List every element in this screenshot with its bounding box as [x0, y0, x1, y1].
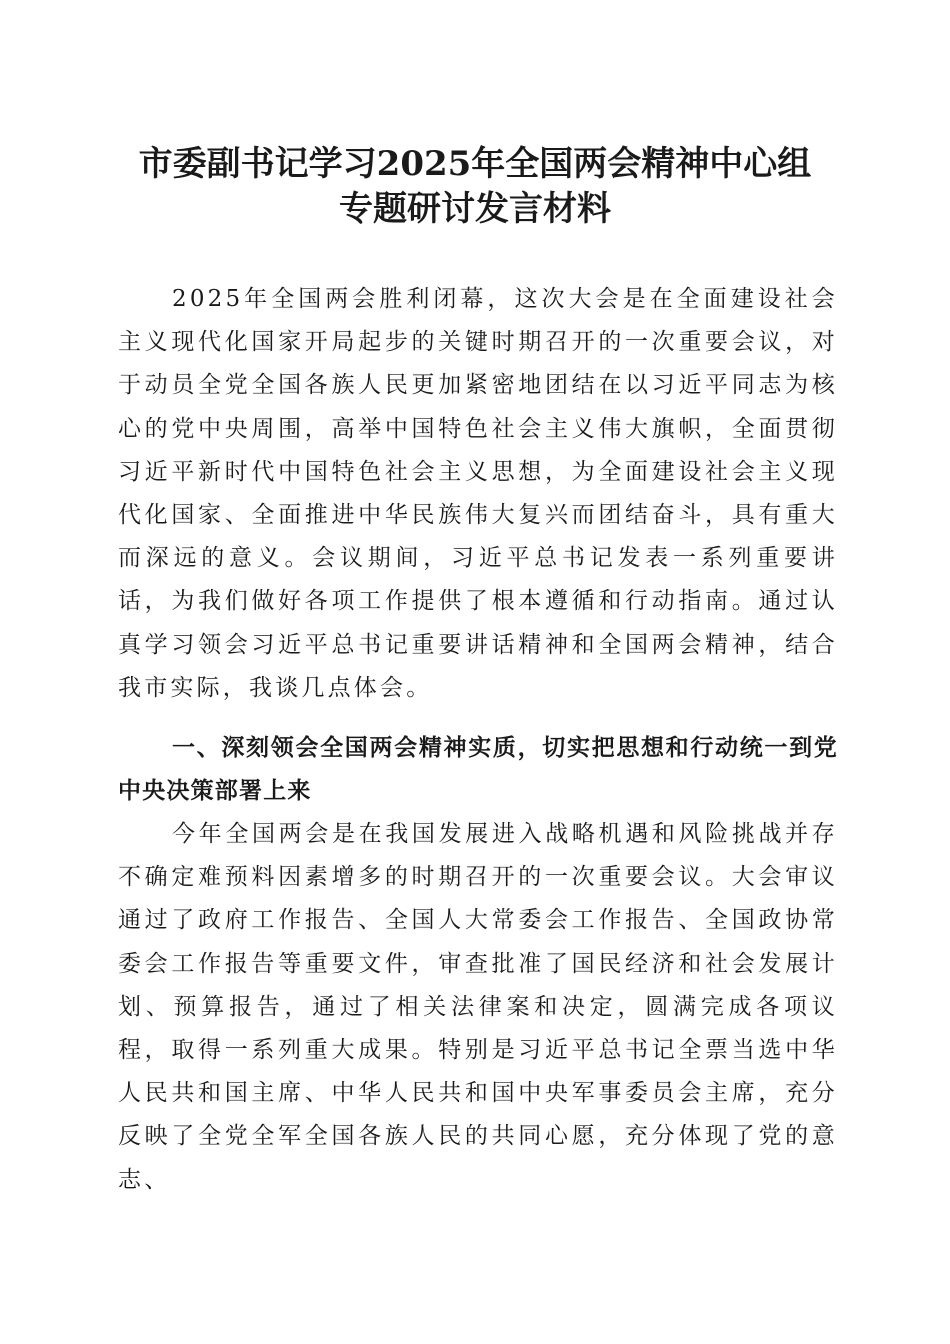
document-title-line-1: 市委副书记学习2025年全国两会精神中心组: [138, 144, 812, 184]
section-1-paragraph: 今年全国两会是在我国发展进入战略机遇和风险挑战并存不确定难预料因素增多的时期召开的一次重要会议。大会审议通过了政府工作报告、全国人大常委会工作报告、全国政协常委会工作报告等重要文件，审查批准了国民经济和社会发展计划、预算报告，通过了相关法律案和决定，圆满完成各项议程，取得一系列重大成果。特别是习近平总书记全票当选中华人民共和国主席、中华人民共和国中央军事委员会主席，充分反映了全党全军全国各族人民的共同心愿，充分体现了党的意志、: [118, 821, 838, 1193]
intro-paragraph: 2025年全国两会胜利闭幕，这次大会是在全面建设社会主义现代化国家开局起步的关键时期召开的一次重要会议，对于动员全党全国各族人民更加紧密地团结在以习近平同志为核心的党中央周围，高举中国特色社会主义伟大旗帜，全面贯彻习近平新时代中国特色社会主义思想，为全面建设社会主义现代化国家、全面推进中华民族伟大复兴而团结奋斗，具有重大而深远的意义。会议期间，习近平总书记发表一系列重要讲话，为我们做好各项工作提供了根本遵循和行动指南。通过认真学习领会习近平总书记重要讲话精神和全国两会精神，结合我市实际，我谈几点体会。: [118, 286, 838, 701]
document-title-line-2: 专题研讨发言材料: [339, 189, 611, 229]
section-heading-1: 一、深刻领会全国两会精神实质，切实把思想和行动统一到党中央决策部署上来: [118, 735, 838, 805]
